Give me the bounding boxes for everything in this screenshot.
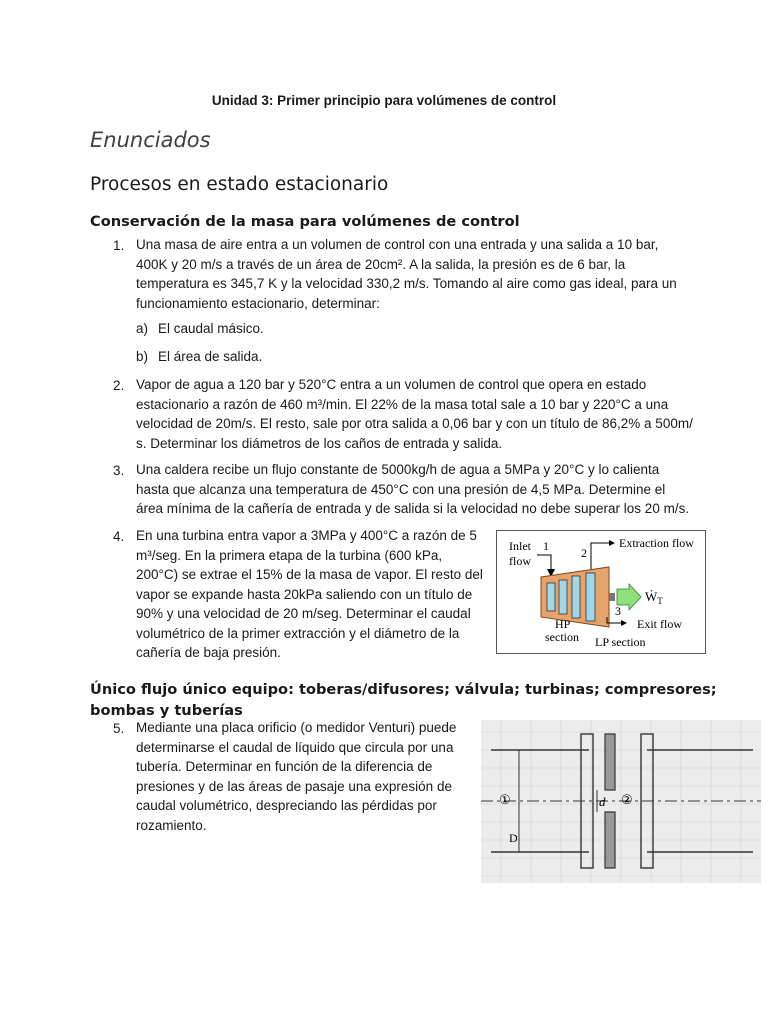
- orifice-plate-bottom: [605, 812, 615, 868]
- dimension-d-label: d: [599, 794, 606, 809]
- text-line: Vapor de agua a 120 bar y 520°C entra a un volumen de control que opera en estado: [136, 377, 647, 392]
- problem-4-text: [136, 526, 494, 663]
- state-1-label: 1: [543, 539, 549, 553]
- text-line: m³/seg. En la primera etapa de la turbina (600 kPa,: [136, 547, 443, 563]
- section-heading-single-flow: Único flujo único equipo: toberas/difusores; válvula; turbinas; compresores; bombas y tuberías: [90, 681, 717, 719]
- text-line: tubería. Determinar en función de la diferencia de: [136, 759, 433, 774]
- problem-1-item-b: [136, 349, 262, 364]
- problem-4-number: 4.: [113, 529, 125, 544]
- text-line: s. Determinar los diámetros de los caños de entrada y salida.: [136, 435, 503, 451]
- state-2-label: 2: [581, 546, 587, 560]
- text-line: 400K y 20 m/s a través de un área de 20cm². A la salida, la presión es de 6 bar, la: [136, 256, 626, 272]
- text-line: velocidad de 20m/s. El resto, sale por otra salida a 0,06 bar y con un título de 86,2% a 500m/: [136, 416, 693, 431]
- blade-4: [586, 573, 595, 621]
- problem-5-text: [136, 718, 479, 835]
- text-line: temperatura es 345,7 K y la velocidad 330,2 m/s. Tomando al aire como gas ideal, para un: [136, 276, 677, 291]
- page-title: Unidad 3: Primer principio para volúmenes de control: [211, 93, 557, 108]
- dimension-D-label: D: [509, 831, 518, 845]
- orifice-svg: [481, 720, 761, 883]
- section-heading-mass-conservation: Conservación de la masa para volúmenes de control: [90, 213, 520, 230]
- text-line: cañería de baja presión.: [136, 645, 281, 660]
- item-text: El área de salida.: [158, 349, 263, 364]
- state-1-marker: ①: [499, 792, 511, 807]
- orifice-plate-top: [605, 734, 615, 790]
- problem-2-text: [136, 375, 706, 453]
- problem-3-text: [136, 460, 706, 519]
- orifice-plate-diagram: [481, 720, 761, 883]
- text-line: determinarse el caudal de líquido que circula por una: [136, 739, 454, 755]
- text-line: Una caldera recibe un flujo constante de 5000kg/h de agua a 5MPa y 20°C y lo calienta: [136, 462, 660, 477]
- text-line: rozamiento.: [136, 817, 207, 833]
- state-3-label: 3: [615, 604, 621, 618]
- text-line: En una turbina entra vapor a 3MPa y 400°C a razón de 5: [136, 528, 477, 543]
- text-line: Mediante una placa orificio (o medidor Venturi) puede: [136, 720, 457, 735]
- text-line: Una masa de aire entra a un volumen de control con una entrada y una salida a 10 bar,: [136, 237, 659, 252]
- extraction-line: [591, 543, 611, 569]
- problem-3-number: 3.: [113, 463, 125, 478]
- text-line: vapor se expande hasta 20kPa saliendo con un título de: [136, 586, 473, 602]
- blade-3: [572, 576, 580, 618]
- lp-section-label: LP section: [595, 635, 646, 649]
- blade-1: [547, 583, 555, 611]
- problem-1-text: [136, 235, 706, 313]
- item-text: El caudal másico.: [158, 321, 264, 336]
- flow-label: flow: [509, 554, 531, 568]
- shaft: [609, 593, 615, 601]
- text-line: hasta que alcanza una temperatura de 450°C con una presión de 4,5 MPa. Determine el: [136, 481, 666, 497]
- turbine-diagram: [496, 530, 706, 654]
- extraction-label: Extraction flow: [619, 536, 694, 550]
- extraction-arrowhead: [609, 540, 615, 546]
- hp-label: HP: [555, 617, 571, 631]
- text-line: 200°C) se extrae el 15% de la masa de vapor. El resto del: [136, 567, 483, 582]
- turbine-svg: [497, 531, 705, 653]
- text-line: área mínima de la cañería de entrada y de salida si la velocidad no debe superar los 20 m/s.: [136, 501, 690, 516]
- inlet-label: Inlet: [509, 539, 531, 553]
- text-line: caudal volumétrico, despreciando las pérdidas por: [136, 798, 437, 813]
- problem-1-number: 1.: [113, 238, 125, 253]
- text-line: 90% y una velocidad de 20 m/seg. Determinar el caudal: [136, 606, 471, 621]
- blade-2: [559, 580, 567, 614]
- problem-2-number: 2.: [113, 378, 125, 393]
- text-line: funcionamiento estacionario, determinar:: [136, 295, 380, 311]
- item-label: a): [136, 321, 149, 336]
- exit-label: Exit flow: [637, 617, 682, 631]
- exit-arrowhead: [621, 620, 627, 626]
- item-label: b): [136, 349, 149, 364]
- problem-5-number: 5.: [113, 721, 125, 736]
- heading-procesos: Procesos en estado estacionario: [90, 174, 389, 195]
- state-2-marker: ②: [621, 792, 633, 807]
- hp-section-label: section: [545, 630, 579, 644]
- text-line: estacionario a razón de 460 m³/min. El 22% de la masa total sale a 10 bar y 220°C a una: [136, 396, 669, 412]
- problem-1-item-a: [136, 321, 264, 336]
- work-label: Ẇ$_T$: [645, 589, 663, 606]
- text-line: presiones y de las áreas de pasaje una expresión de: [136, 778, 452, 794]
- text-line: volumétrico de la primer extracción y el diámetro de la: [136, 625, 460, 641]
- heading-enunciados: Enunciados: [90, 128, 211, 152]
